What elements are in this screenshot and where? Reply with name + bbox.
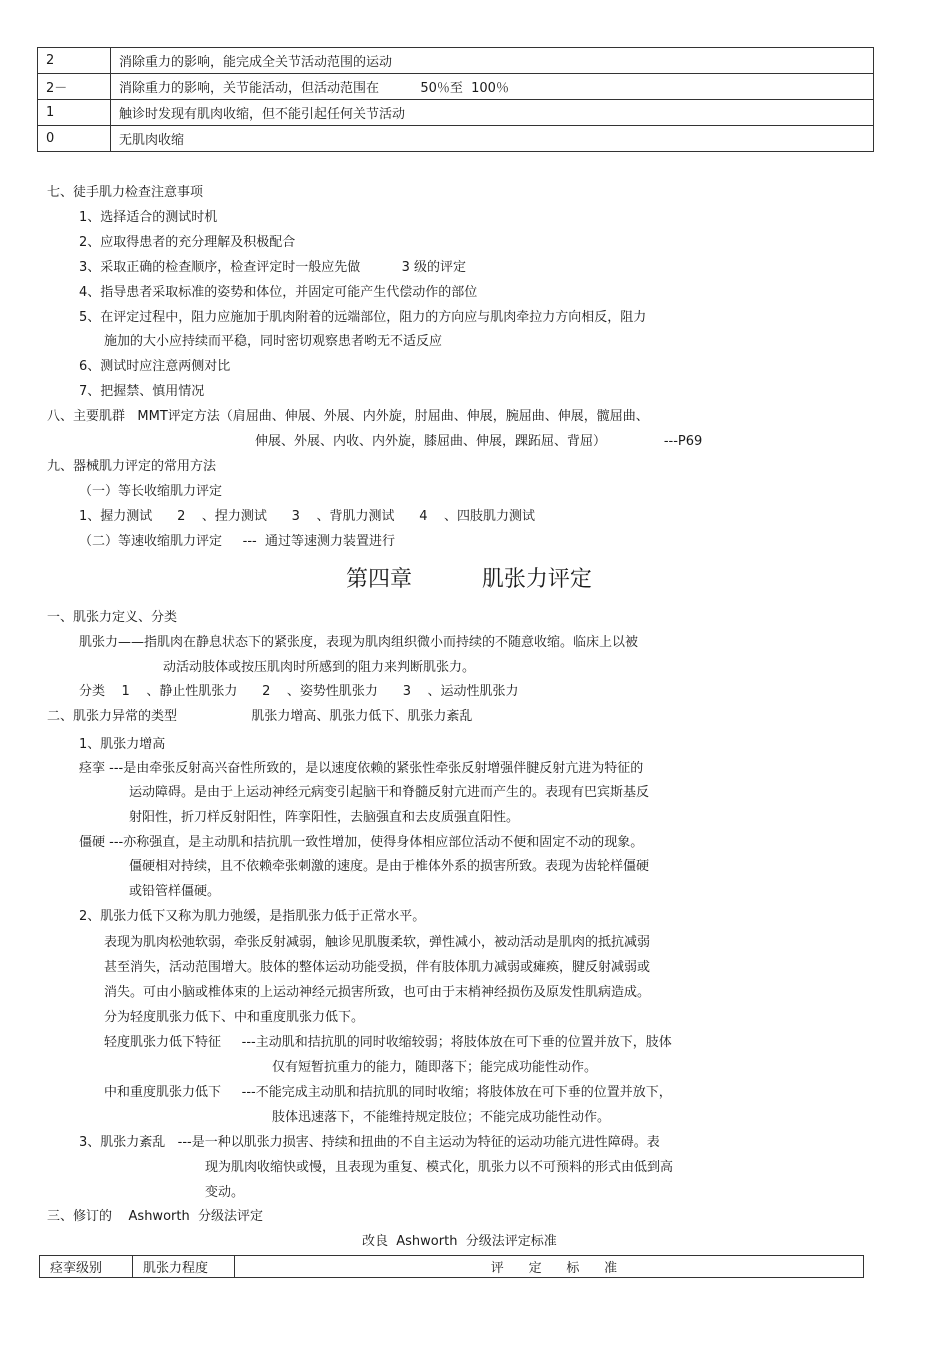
list-item-continuation: 施加的大小应持续而平稳，同时密切观察患者哟无不适反应 <box>104 334 443 349</box>
description-cell: 无肌肉收缩 <box>111 126 874 152</box>
section-heading: 九、器械肌力评定的常用方法 <box>47 459 217 474</box>
section-heading: 七、徒手肌力检查注意事项 <box>47 185 204 200</box>
paragraph-line: 分类 1 、静止性肌张力 2 、姿势性肌张力 3 、运动性肌张力 <box>79 684 519 699</box>
header-cell-spasm-grade: 痉挛级别 <box>40 1256 133 1278</box>
list-item: 3、采取正确的检查顺序，检查评定时一般应先做 3 级的评定 <box>79 260 466 275</box>
section-continuation: 伸展、外展、内收、内外旋，膝屈曲、伸展，踝跖屈、背屈） ---P69 <box>255 434 703 449</box>
section-heading: 二、肌张力异常的类型 肌张力增高、肌张力低下、肌张力紊乱 <box>47 709 473 724</box>
list-item: 6、测试时应注意两侧对比 <box>79 359 231 374</box>
table-row <box>38 48 874 74</box>
subsection-heading: 1、肌张力增高 <box>79 737 166 752</box>
list-item: 2、应取得患者的充分理解及积极配合 <box>79 235 296 250</box>
paragraph-line: 或铅管样僵硬。 <box>129 884 221 899</box>
paragraph-line: 表现为肌肉松弛软弱，牵张反射减弱，触诊见肌腹柔软，弹性减小，被动活动是肌肉的抵抗减弱 <box>104 935 651 950</box>
paragraph-line: 运动障碍。是由于上运动神经元病变引起脑干和脊髓反射亢进而产生的。表现有巴宾斯基反 <box>129 785 650 800</box>
ashworth-table <box>39 1255 864 1278</box>
paragraph-line: 消失。可由小脑或椎体束的上运动神经元损害所致，也可由于末梢神经损伤及原发性肌病造成。 <box>104 985 651 1000</box>
table-header-row <box>40 1256 864 1278</box>
paragraph-line: 肢体迅速落下，不能维持规定肢位；不能完成功能性动作。 <box>272 1110 611 1125</box>
grade-cell: 2 <box>38 48 111 74</box>
description-cell: 触诊时发现有肌肉收缩，但不能引起任何关节活动 <box>111 100 874 126</box>
paragraph-line: 仅有短暂抗重力的能力，随即落下；能完成功能性动作。 <box>272 1060 598 1075</box>
table-row <box>38 74 874 100</box>
description-cell: 消除重力的影响，关节能活动，但活动范围在 50％至 100％ <box>111 74 874 100</box>
grade-cell: 1 <box>38 100 111 126</box>
table-row <box>38 126 874 152</box>
paragraph-line: 痉挛 ---是由牵张反射高兴奋性所致的，是以速度依赖的紧张性牵张反射增强伴腱反射亢进为特征的 <box>79 761 644 776</box>
section-heading: 一、肌张力定义、分类 <box>47 610 178 625</box>
list-item: 5、在评定过程中，阻力应施加于肌肉附着的远端部位，阻力的方向应与肌肉牵拉力方向相反，阻力 <box>79 310 647 325</box>
paragraph-line: 变动。 <box>205 1185 245 1200</box>
muscle-strength-grade-table <box>37 47 874 152</box>
grade-cell: 2－ <box>38 74 111 100</box>
list-item: 4、指导患者采取标准的姿势和体位，并固定可能产生代偿动作的部位 <box>79 285 478 300</box>
paragraph-line: 射阳性，折刀样反射阳性，阵挛阳性，去脑强直和去皮质强直阳性。 <box>129 810 520 825</box>
subsection-heading: 3、肌张力紊乱 ---是一种以肌张力损害、持续和扭曲的不自主运动为特征的运动功能亢进性障碍。表 <box>79 1135 660 1150</box>
paragraph-line: 中和重度肌张力低下 ---不能完成主动肌和拮抗肌的同时收缩；将肢体放在可下垂的位置并放下， <box>104 1085 672 1100</box>
table-caption: 改良 Ashworth 分级法评定标准 <box>362 1234 557 1249</box>
chapter-title: 第四章 肌张力评定 <box>346 567 592 592</box>
paragraph-line: 僵硬相对持续，且不依赖牵张刺激的速度。是由于椎体外系的损害所致。表现为齿轮样僵硬 <box>129 859 650 874</box>
subsection-heading: 2、肌张力低下又称为肌力弛缓，是指肌张力低于正常水平。 <box>79 909 426 924</box>
header-cell-tone-degree: 肌张力程度 <box>133 1256 235 1278</box>
list-item: 1、选择适合的测试时机 <box>79 210 218 225</box>
paragraph-line: 现为肌肉收缩快或慢，且表现为重复、模式化，肌张力以不可预料的形式由低到高 <box>205 1160 674 1175</box>
paragraph-line: 肌张力——指肌肉在静息状态下的紧张度，表现为肌肉组织微小而持续的不随意收缩。临床上以被 <box>79 635 639 650</box>
subsection-heading: （一）等长收缩肌力评定 <box>79 484 223 499</box>
section-heading: 八、主要肌群 MMT评定方法（肩屈曲、伸展、外展、内外旋，肘屈曲、伸展，腕屈曲、伸展，髋屈曲、 <box>47 409 649 424</box>
section-heading: 三、修订的 Ashworth 分级法评定 <box>47 1209 263 1224</box>
header-cell-criteria: 评 定 标 准 <box>235 1256 864 1278</box>
paragraph-line: 分为轻度肌张力低下、中和重度肌张力低下。 <box>104 1010 365 1025</box>
paragraph-line: 动活动肢体或按压肌肉时所感到的阻力来判断肌张力。 <box>163 660 476 675</box>
table-row <box>38 100 874 126</box>
list-item: 7、把握禁、慎用情况 <box>79 384 205 399</box>
list-item: 1、握力测试 2 、捏力测试 3 、背肌力测试 4 、四肢肌力测试 <box>79 509 536 524</box>
paragraph-line: 甚至消失，活动范围增大。肢体的整体运动功能受损，伴有肢体肌力减弱或瘫痪，腱反射减弱或 <box>104 960 651 975</box>
paragraph-line: 僵硬 ---亦称强直，是主动肌和拮抗肌一致性增加，使得身体相应部位活动不便和固定不动的现象。 <box>79 835 644 850</box>
description-cell: 消除重力的影响，能完成全关节活动范围的运动 <box>111 48 874 74</box>
paragraph-line: 轻度肌张力低下特征 ---主动肌和拮抗肌的同时收缩较弱；将肢体放在可下垂的位置并放下，肢体 <box>104 1035 672 1050</box>
grade-cell: 0 <box>38 126 111 152</box>
subsection-heading: （二）等速收缩肌力评定 --- 通过等速测力装置进行 <box>79 534 395 549</box>
